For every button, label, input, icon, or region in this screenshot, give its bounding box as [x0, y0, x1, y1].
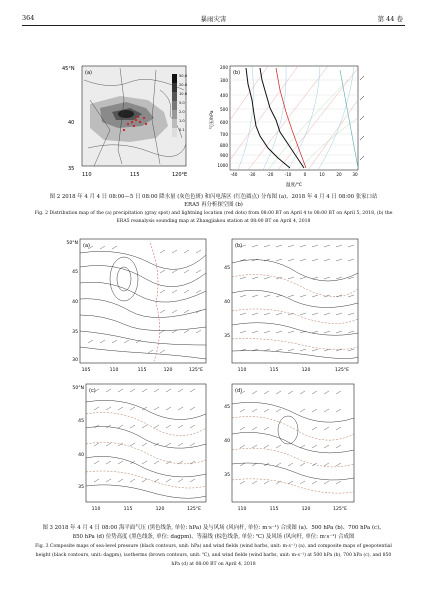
lat-tick: 40 — [224, 300, 230, 305]
colorbar-label: 1.0 — [179, 119, 185, 123]
fig2-caption-zh-line2: ERA5 再分析探空图 (b) — [184, 202, 243, 208]
y-tick: 400 — [220, 93, 228, 98]
lat-tick: 40 — [68, 120, 75, 126]
volume-number: 第 44 卷 — [377, 15, 403, 23]
x-tick: -20 — [266, 172, 274, 177]
fig2-panel-b-sounding — [208, 60, 368, 190]
y-tick: 800 — [220, 143, 228, 148]
colorbar-label: 50.0 — [179, 74, 188, 78]
y-tick: 900 — [220, 153, 228, 158]
fig3-caption-en-line3: hPa (d) at 08:00 BT on April 4, 2018 — [171, 562, 256, 567]
lon-tick: 120 — [301, 368, 311, 373]
x-tick: -40 — [230, 172, 238, 177]
lon-tick: 110 — [237, 507, 247, 512]
lat-tick: 35 — [224, 334, 230, 339]
fig3-caption-en-line1: Fig. 3 Composite maps of sea-level pressure (black contours, unit: hPa) and wind fields (wind barbs, unit: m·s⁻¹) (a), and composite maps of geopotential — [35, 544, 392, 549]
fig2-caption-zh-line1: 图 2 2018 年 4 月 4 日 08:00—5 日 08:00 降水量 (灰色色斑) 和闪电落区 (红色圆点) 分布图 (a)、2018 年 4 月 4 日 08:00 张家口站 — [49, 194, 378, 200]
lon-tick: 105 — [81, 368, 91, 373]
x-axis-label: 温度/℃ — [286, 183, 302, 188]
y-tick: 1000 — [217, 163, 228, 168]
x-tick: 20 — [336, 172, 342, 177]
lon-tick: 115 — [137, 368, 147, 373]
lon-tick: 125°E — [333, 507, 347, 512]
lon-tick: 120 — [301, 507, 311, 512]
lon-tick: 125°E — [335, 368, 349, 373]
fig3-panel-d-850hpa-map — [218, 378, 368, 518]
lat-tick: 40 — [224, 439, 230, 444]
colorbar-label: 10.0 — [179, 92, 188, 96]
lat-tick: 50°N — [66, 241, 78, 246]
colorbar-label: 20.0 — [179, 83, 188, 87]
fig2-caption-en-line2: ERA5 reanalysis sounding map at Zhangjiakou station at 08:00 BT on April 4, 2018 — [116, 219, 311, 224]
colorbar-label: 5.0 — [179, 101, 185, 105]
fig3-caption-zh-line2: 850 hPa (d) 位势高度 (黑色线条, 单位: dagpm)、等温线 (棕色线条, 单位: ℃) 及风场 (风向杆, 单位: m·s⁻¹) 合成图 — [72, 534, 355, 540]
x-tick: 10 — [319, 172, 325, 177]
lat-tick: 50°N — [72, 386, 84, 391]
x-tick: -30 — [248, 172, 256, 177]
lat-tick: 35 — [78, 485, 84, 490]
lat-tick: 45°N — [62, 66, 75, 72]
lon-tick: 125°E — [189, 368, 203, 373]
y-tick: 700 — [220, 132, 228, 137]
colorbar-label: 2.0 — [179, 110, 185, 114]
lon-tick: 120 — [163, 368, 173, 373]
lon-tick: 110 — [109, 368, 119, 373]
lon-tick: 115 — [123, 507, 133, 512]
lat-tick: 45 — [78, 419, 84, 424]
lon-tick: 120°E — [172, 172, 188, 178]
lat-tick: 35 — [68, 166, 75, 172]
panel-label: (b) — [233, 70, 241, 76]
x-tick: -10 — [284, 172, 292, 177]
y-tick: 600 — [220, 120, 228, 125]
y-tick: 500 — [220, 107, 228, 112]
lon-tick: 110 — [237, 368, 247, 373]
x-tick: 0 — [303, 172, 307, 177]
page-number: 364 — [22, 14, 35, 22]
lat-tick: 45 — [224, 266, 230, 271]
fig3-caption-en-line2: height (black contours, unit: dagpm), isotherms (brown contours, unit: ℃), and wind fields (wind barbs, unit: m·s⁻¹) at 500 hPa (b), 700 hPa (c), and 850 — [35, 553, 392, 558]
fig3-caption-zh-line1: 图 3 2018 年 4 月 4 日 08:00 海平面气压 (黑色线条, 单位: hPa) 及与风场 (风向杆, 单位: m·s⁻¹) 合成图 (a)、500 hPa (b)、700 hPa (c)、 — [42, 525, 385, 531]
panel-label: (a) — [85, 70, 92, 76]
header-rule — [22, 25, 405, 26]
fig2-panel-a-precip-map — [60, 60, 205, 180]
x-tick: 30 — [352, 172, 358, 177]
lat-tick: 45 — [72, 270, 78, 275]
panel-label: (d) — [235, 388, 243, 394]
fig3-panel-c-700hpa-map — [66, 378, 216, 518]
y-axis-label: 气压/hPa — [210, 110, 215, 130]
colorbar-label: 0.1 — [179, 128, 185, 132]
lon-tick: 115 — [269, 368, 279, 373]
panel-label: (a) — [83, 243, 90, 249]
y-tick: 300 — [220, 78, 228, 83]
lon-tick: 125°E — [187, 507, 201, 512]
lon-tick: 115 — [130, 172, 140, 178]
lat-tick: 40 — [72, 300, 78, 305]
lat-tick: 35 — [224, 473, 230, 478]
lon-tick: 110 — [82, 172, 92, 178]
lon-tick: 120 — [155, 507, 165, 512]
lat-tick: 40 — [78, 453, 84, 458]
lat-tick: 35 — [72, 330, 78, 335]
lon-tick: 110 — [91, 507, 101, 512]
panel-label: (b) — [235, 243, 243, 249]
fig3-panel-b-500hpa-map — [218, 233, 368, 378]
fig2-caption-en-line1: Fig. 2 Distribution map of the (a) precipitation (gray spot) and lightning location (red dots) from 08:00 BT on April 4 to 08:00 BT on April 5, 2018, (b) the — [34, 211, 393, 216]
lat-tick: 45 — [224, 405, 230, 410]
lat-tick: 30 — [72, 358, 78, 363]
fig3-panel-a-slp-map — [60, 233, 210, 378]
journal-title: 暴雨灾害 — [200, 15, 227, 23]
panel-label: (c) — [89, 388, 96, 394]
y-tick: 200 — [220, 65, 228, 70]
lon-tick: 115 — [269, 507, 279, 512]
